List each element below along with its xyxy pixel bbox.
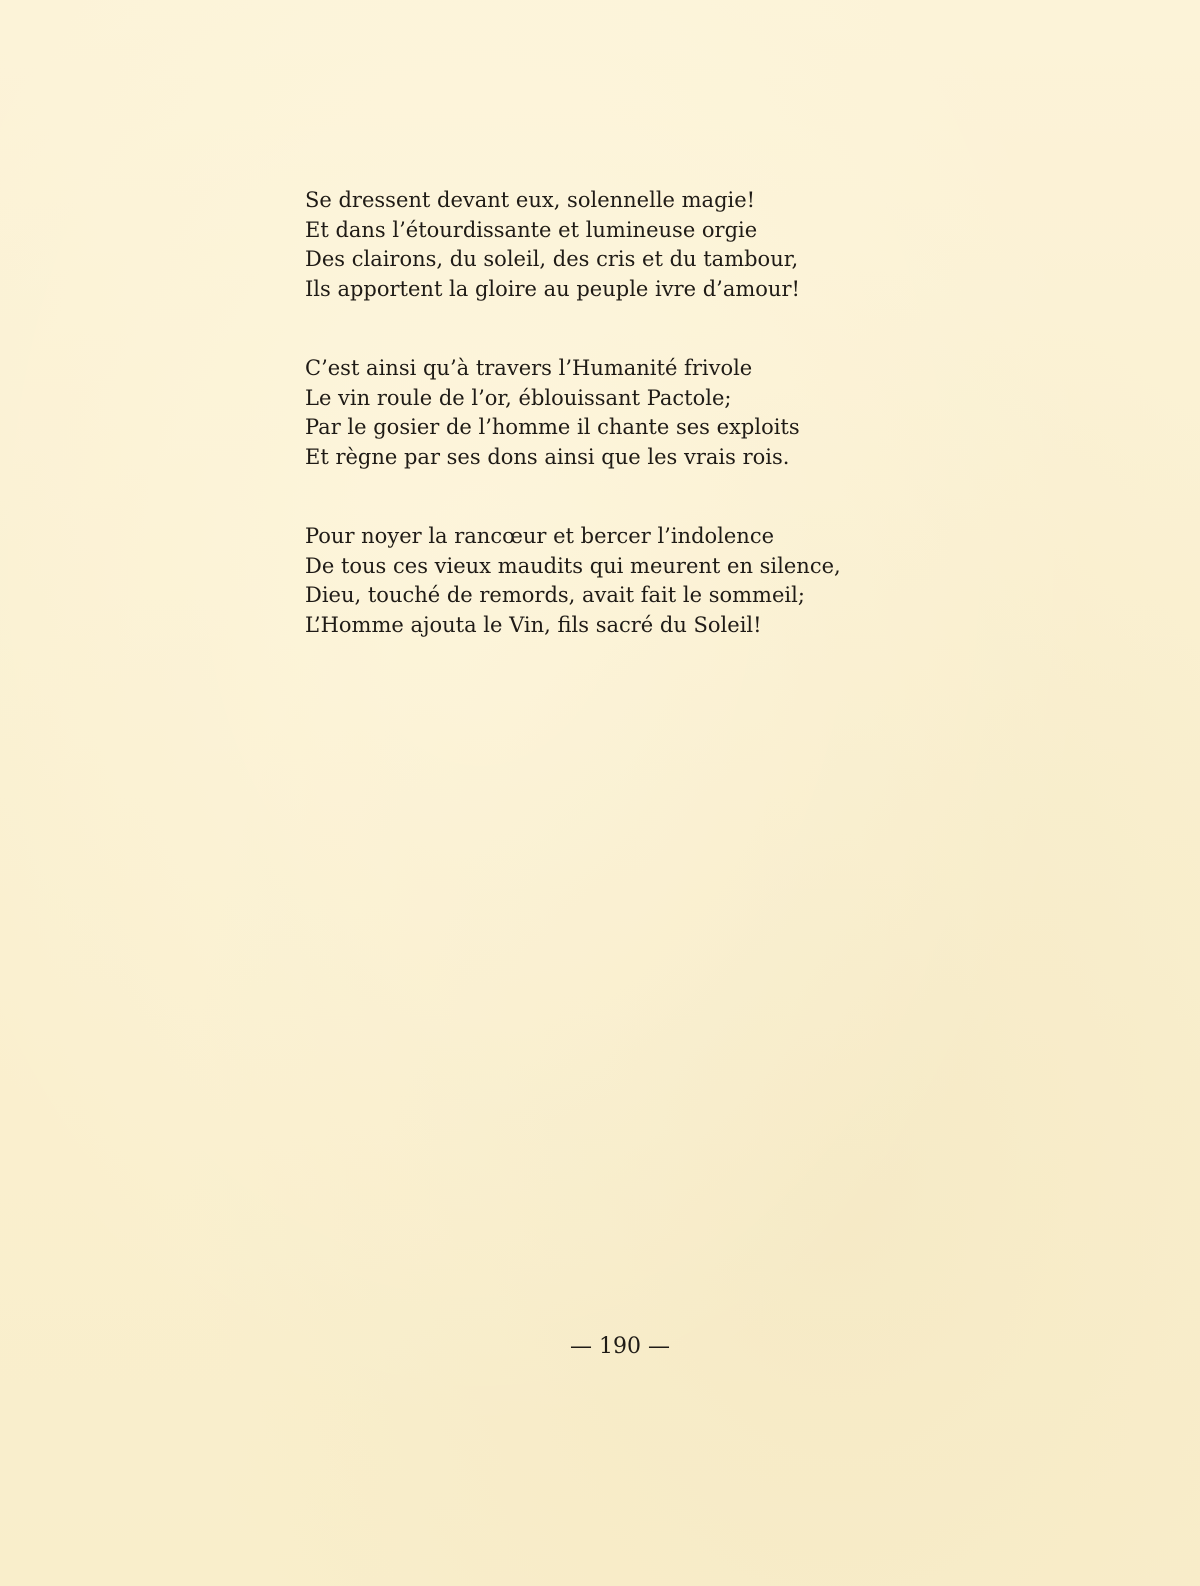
page-number: — 190 — (570, 1334, 670, 1359)
poem-line: Des clairons, du soleil, des cris et du tambour, (305, 247, 799, 271)
poem-line: Dieu, touché de remords, avait fait le sommeil; (305, 583, 805, 607)
poem-line: Le vin roule de l’or, éblouissant Pactole; (305, 385, 732, 410)
poem-line: Ils apportent la gloire au peuple ivre d’amour! (305, 276, 800, 301)
poem-line: Et dans l’étourdissante et lumineuse orgie (305, 217, 758, 242)
poem-line: De tous ces vieux maudits qui meurent en silence, (305, 553, 841, 578)
poem-line: Se dressent devant eux, solennelle magie! (305, 188, 756, 212)
poem-line: L’Homme ajouta le Vin, fils sacré du Soleil! (305, 612, 762, 637)
poem-line: Pour noyer la rancœur et bercer l’indolence (305, 524, 775, 548)
poem-line: Par le gosier de l’homme il chante ses exploits (305, 415, 800, 439)
poem-line: Et règne par ses dons ainsi que les vrais rois. (305, 444, 790, 469)
poem-line: C’est ainsi qu’à travers l’Humanité frivole (305, 356, 753, 380)
poem-stanza-3 (305, 522, 841, 640)
poem-stanza-1 (305, 186, 800, 304)
poem-stanza-2 (305, 354, 800, 472)
